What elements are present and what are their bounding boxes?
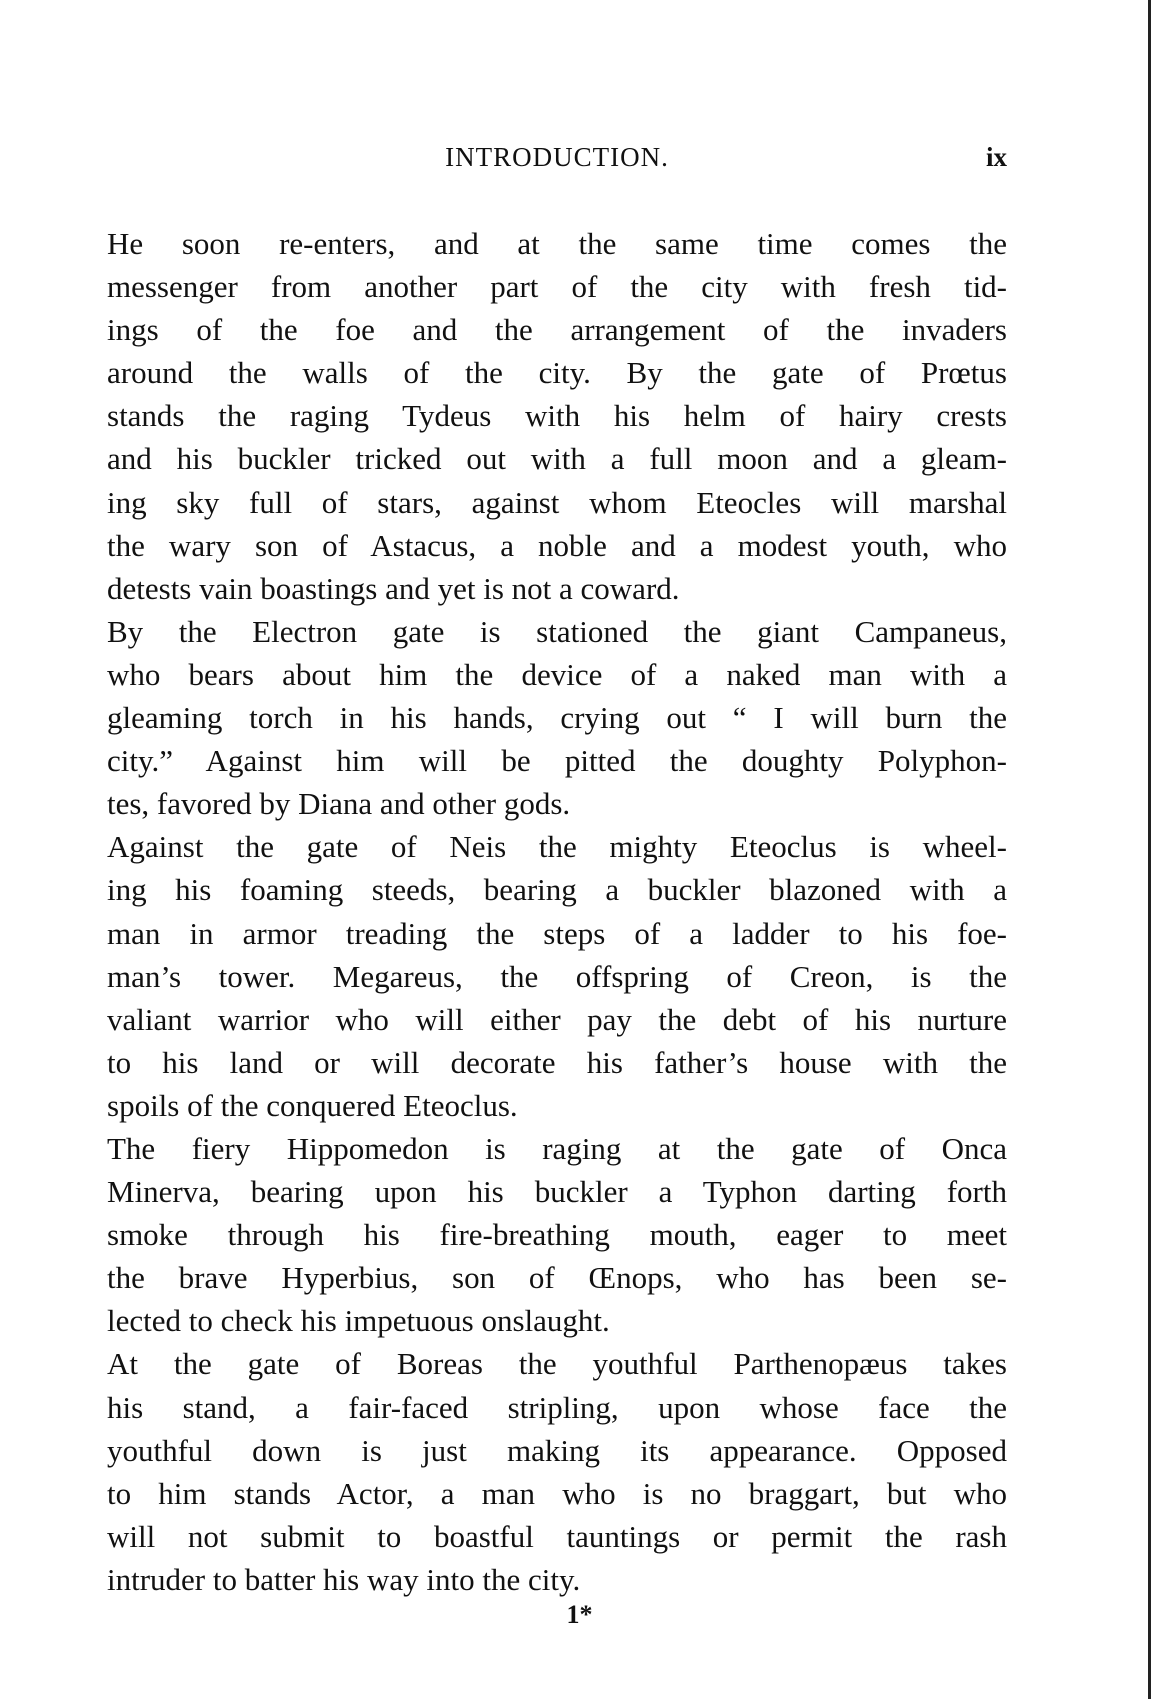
paragraph xyxy=(107,825,1007,1127)
text-line: gleaming torch in his hands, crying out “ I will burn the xyxy=(107,700,1007,736)
text-line: youthful down is just making its appearance. Opposed xyxy=(107,1432,1007,1468)
signature-mark: 1* xyxy=(566,1600,593,1629)
text-line: man’s tower. Megareus, the offspring of Creon, is the xyxy=(107,958,1007,994)
text-line: ing sky full of stars, against whom Eteocles will marshal xyxy=(107,484,1007,520)
text-line: At the gate of Boreas the youthful Parthenopæus takes xyxy=(107,1346,1007,1382)
text-line: He soon re-enters, and at the same time comes the xyxy=(107,226,1007,261)
text-line: around the walls of the city. By the gate of Prœtus xyxy=(107,355,1007,391)
text-line: his stand, a fair-faced stripling, upon whose face the xyxy=(107,1389,1007,1425)
running-title: INTRODUCTION. xyxy=(445,142,669,172)
text-line: ing his foaming steeds, bearing a buckler blazoned with a xyxy=(107,872,1007,908)
text-line: and his buckler tricked out with a full moon and a gleam- xyxy=(107,441,1007,477)
text-line: the brave Hyperbius, son of Œnops, who has been se- xyxy=(107,1260,1007,1296)
text-line: By the Electron gate is stationed the giant Campaneus, xyxy=(107,613,1007,649)
text-line: man in armor treading the steps of a ladder to his foe- xyxy=(107,915,1007,951)
text-line: city.” Against him will be pitted the doughty Polyphon- xyxy=(107,743,1007,779)
text-line: tes, favored by Diana and other gods. xyxy=(107,786,571,822)
text-line: will not submit to boastful tauntings or permit the rash xyxy=(107,1518,1007,1554)
text-line: Against the gate of Neis the mighty Eteoclus is wheel- xyxy=(107,829,1007,865)
page-edge-rule xyxy=(1148,0,1151,1699)
text-line: intruder to batter his way into the city. xyxy=(107,1561,581,1597)
text-line: the wary son of Astacus, a noble and a modest youth, who xyxy=(107,527,1007,563)
text-line: stands the raging Tydeus with his helm of hairy crests xyxy=(107,398,1007,434)
paragraph xyxy=(107,1127,1007,1342)
text-line: detests vain boastings and yet is not a coward. xyxy=(107,570,680,606)
text-line: to him stands Actor, a man who is no braggart, but who xyxy=(107,1475,1007,1511)
text-line: Minerva, bearing upon his buckler a Typhon darting forth xyxy=(107,1174,1007,1210)
text-line: lected to check his impetuous onslaught. xyxy=(107,1303,610,1339)
paragraph xyxy=(107,1342,1007,1601)
text-line: to his land or will decorate his father’s house with the xyxy=(107,1044,1007,1080)
text-line: smoke through his fire-breathing mouth, eager to meet xyxy=(107,1217,1007,1253)
text-line: valiant warrior who will either pay the debt of his nurture xyxy=(107,1001,1007,1037)
running-header xyxy=(107,142,1007,182)
paragraph xyxy=(107,610,1007,825)
paragraph xyxy=(107,222,1007,610)
text-line: spoils of the conquered Eteoclus. xyxy=(107,1087,518,1123)
text-line: ings of the foe and the arrangement of the invaders xyxy=(107,312,1007,348)
body-text xyxy=(107,222,1007,1601)
text-line: who bears about him the device of a naked man with a xyxy=(107,656,1007,692)
page-number: ix xyxy=(985,142,1007,172)
text-line: messenger from another part of the city with fresh tid- xyxy=(107,269,1007,305)
text-line: The fiery Hippomedon is raging at the gate of Onca xyxy=(107,1130,1007,1166)
